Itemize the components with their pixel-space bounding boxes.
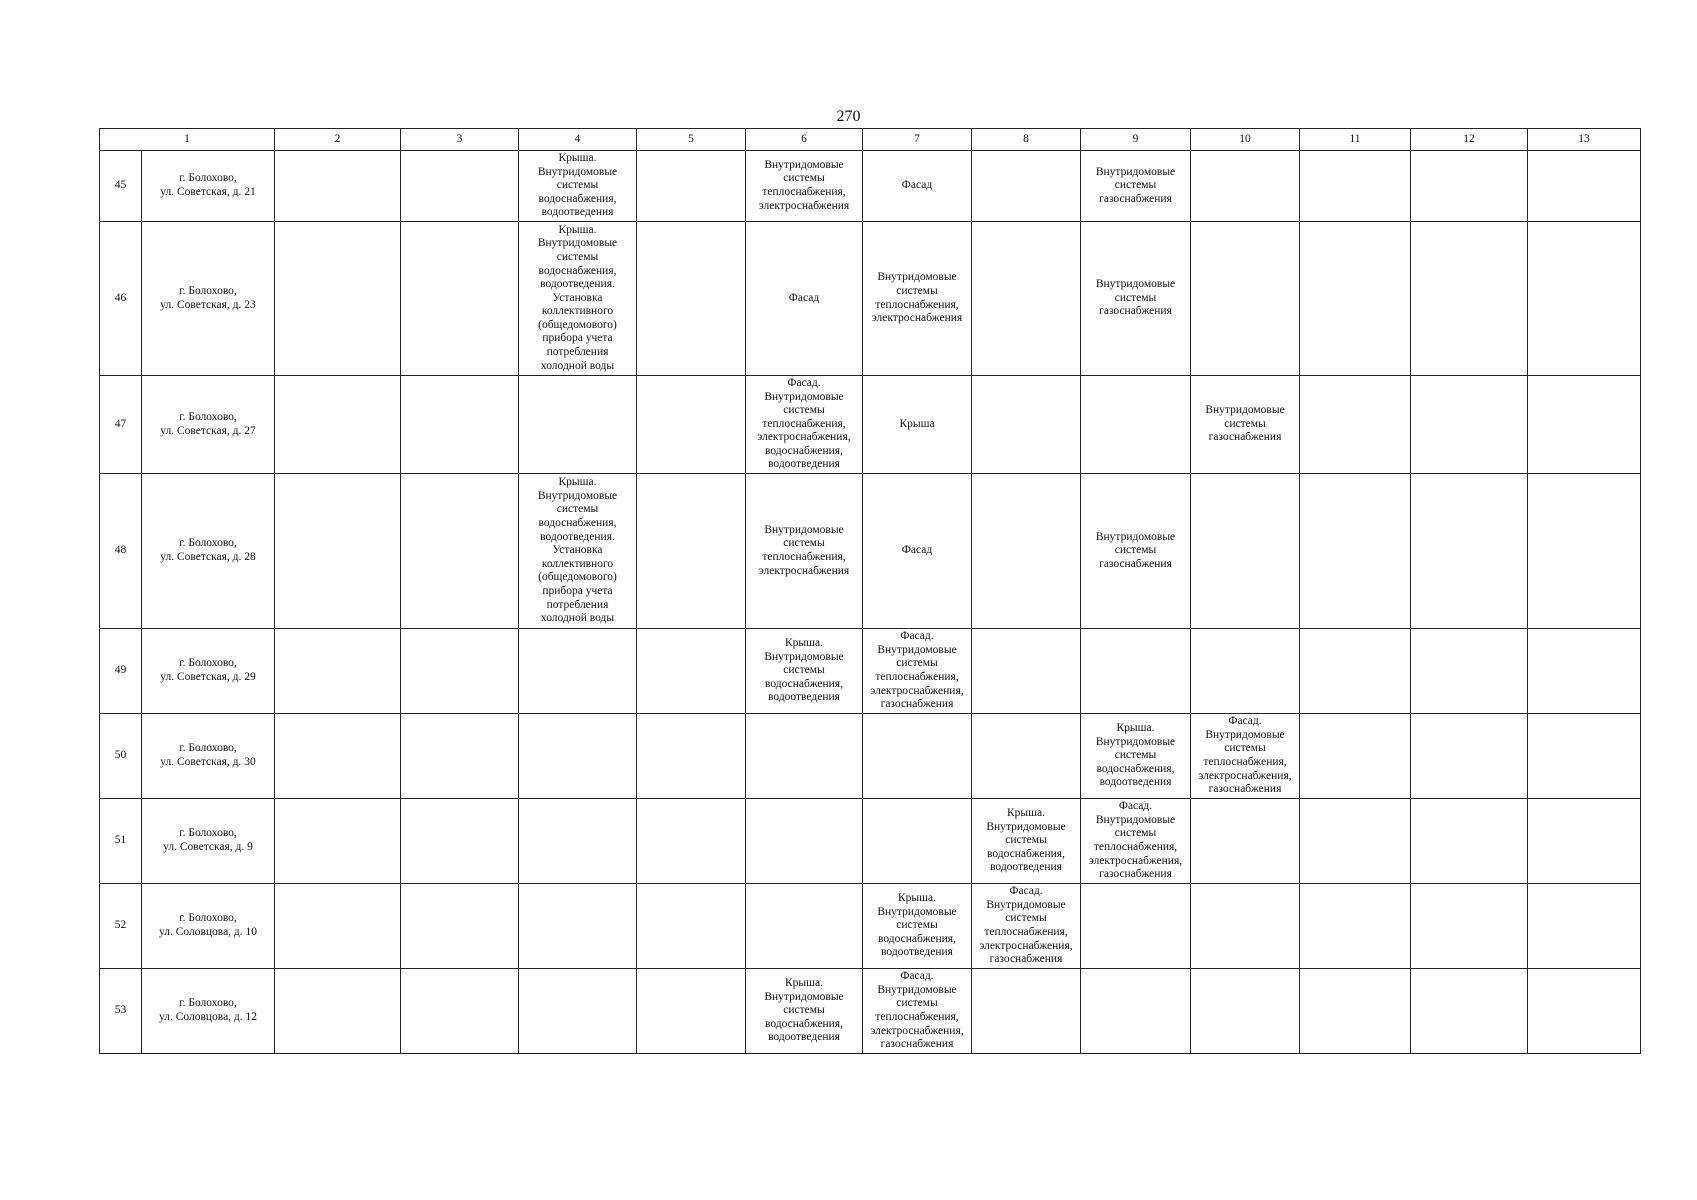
address-cell: г. Болохово, ул. Советская, д. 21 bbox=[142, 151, 275, 222]
column-header: 13 bbox=[1528, 129, 1641, 151]
table-cell bbox=[401, 629, 519, 714]
table-cell bbox=[1191, 474, 1300, 629]
row-number: 52 bbox=[100, 884, 142, 969]
column-header: 8 bbox=[972, 129, 1081, 151]
table-cell: Фасад bbox=[863, 151, 972, 222]
table-cell: Внутридомовые системы газоснабжения bbox=[1081, 222, 1191, 376]
table-cell bbox=[1528, 799, 1641, 884]
table-cell: Внутридомовые системы газоснабжения bbox=[1191, 376, 1300, 474]
table-cell bbox=[1300, 714, 1411, 799]
table-cell bbox=[1411, 629, 1528, 714]
address-cell: г. Болохово, ул. Советская, д. 9 bbox=[142, 799, 275, 884]
table-cell bbox=[1411, 222, 1528, 376]
column-header: 2 bbox=[275, 129, 401, 151]
column-header: 11 bbox=[1300, 129, 1411, 151]
table-cell bbox=[1411, 969, 1528, 1054]
table-cell bbox=[1081, 376, 1191, 474]
table-cell bbox=[746, 714, 863, 799]
table-cell bbox=[1528, 969, 1641, 1054]
table-cell bbox=[275, 474, 401, 629]
table-cell bbox=[519, 799, 637, 884]
table-cell bbox=[1081, 884, 1191, 969]
table-cell: Внутридомовые системы теплоснабжения, электроснабжения bbox=[863, 222, 972, 376]
column-header: 1 bbox=[100, 129, 275, 151]
row-number: 49 bbox=[100, 629, 142, 714]
table-row bbox=[100, 151, 1641, 222]
table-row bbox=[100, 714, 1641, 799]
table-cell bbox=[637, 222, 746, 376]
table-cell bbox=[401, 376, 519, 474]
table-cell bbox=[1528, 474, 1641, 629]
row-number: 47 bbox=[100, 376, 142, 474]
table-cell bbox=[1300, 376, 1411, 474]
table-cell: Фасад. Внутридомовые системы теплоснабжения, электроснабжения, газоснабжения bbox=[1081, 799, 1191, 884]
header-row bbox=[100, 129, 1641, 151]
table-cell bbox=[637, 714, 746, 799]
table-cell bbox=[519, 376, 637, 474]
table-cell bbox=[1081, 969, 1191, 1054]
address-cell: г. Болохово, ул. Советская, д. 29 bbox=[142, 629, 275, 714]
address-cell: г. Болохово, ул. Советская, д. 30 bbox=[142, 714, 275, 799]
table-cell bbox=[275, 222, 401, 376]
table-cell bbox=[275, 714, 401, 799]
table-cell bbox=[1300, 969, 1411, 1054]
table-cell bbox=[401, 222, 519, 376]
row-number: 45 bbox=[100, 151, 142, 222]
table-cell bbox=[275, 884, 401, 969]
table-cell bbox=[1300, 151, 1411, 222]
repair-schedule-table bbox=[99, 128, 1641, 1054]
table-cell bbox=[1191, 799, 1300, 884]
table-row bbox=[100, 884, 1641, 969]
table-cell: Фасад. Внутридомовые системы теплоснабжения, электроснабжения, газоснабжения bbox=[972, 884, 1081, 969]
column-header: 5 bbox=[637, 129, 746, 151]
table-cell: Крыша. Внутридомовые системы водоснабжения, водоотведения. Установка коллективного (общедомового) прибора учета потребления холодной воды bbox=[519, 222, 637, 376]
table-cell bbox=[1300, 884, 1411, 969]
table-cell bbox=[519, 884, 637, 969]
table-cell bbox=[519, 629, 637, 714]
table-cell bbox=[275, 376, 401, 474]
table-cell: Внутридомовые системы газоснабжения bbox=[1081, 474, 1191, 629]
table-cell: Внутридомовые системы газоснабжения bbox=[1081, 151, 1191, 222]
table-cell: Фасад. Внутридомовые системы теплоснабжения, электроснабжения, газоснабжения bbox=[863, 969, 972, 1054]
row-number: 50 bbox=[100, 714, 142, 799]
table-cell bbox=[972, 151, 1081, 222]
table-cell bbox=[275, 151, 401, 222]
table-cell bbox=[1300, 222, 1411, 376]
table-cell bbox=[1191, 222, 1300, 376]
table-cell bbox=[1528, 629, 1641, 714]
table-cell bbox=[401, 969, 519, 1054]
table-cell bbox=[1411, 884, 1528, 969]
address-cell: г. Болохово, ул. Соловцова, д. 12 bbox=[142, 969, 275, 1054]
table-cell bbox=[401, 884, 519, 969]
table-cell bbox=[1191, 151, 1300, 222]
table-cell bbox=[1528, 714, 1641, 799]
table-cell bbox=[972, 376, 1081, 474]
table-cell bbox=[1411, 474, 1528, 629]
address-cell: г. Болохово, ул. Советская, д. 27 bbox=[142, 376, 275, 474]
table-row bbox=[100, 474, 1641, 629]
row-number: 53 bbox=[100, 969, 142, 1054]
table-cell bbox=[972, 714, 1081, 799]
table-cell bbox=[746, 884, 863, 969]
table-cell: Фасад bbox=[863, 474, 972, 629]
table-cell: Крыша. Внутридомовые системы водоснабжения, водоотведения. Установка коллективного (общедомового) прибора учета потребления холодной воды bbox=[519, 474, 637, 629]
table-cell bbox=[519, 714, 637, 799]
table-cell bbox=[401, 714, 519, 799]
row-number: 46 bbox=[100, 222, 142, 376]
table-cell bbox=[1411, 376, 1528, 474]
table-cell bbox=[1191, 629, 1300, 714]
table-cell bbox=[1528, 376, 1641, 474]
page-number: 270 bbox=[836, 108, 861, 125]
address-cell: г. Болохово, ул. Советская, д. 28 bbox=[142, 474, 275, 629]
table-cell bbox=[1191, 969, 1300, 1054]
table-cell bbox=[972, 969, 1081, 1054]
table-cell: Крыша. Внутридомовые системы водоснабжения, водоотведения bbox=[863, 884, 972, 969]
table-cell bbox=[1528, 151, 1641, 222]
table-cell bbox=[275, 969, 401, 1054]
table-cell bbox=[863, 799, 972, 884]
table-row bbox=[100, 969, 1641, 1054]
table-row bbox=[100, 629, 1641, 714]
table-cell bbox=[275, 629, 401, 714]
table-cell bbox=[1191, 884, 1300, 969]
table-cell bbox=[1411, 799, 1528, 884]
address-cell: г. Болохово, ул. Соловцова, д. 10 bbox=[142, 884, 275, 969]
table-cell: Внутридомовые системы теплоснабжения, электроснабжения bbox=[746, 474, 863, 629]
table-cell bbox=[637, 799, 746, 884]
table-cell bbox=[401, 474, 519, 629]
column-header: 3 bbox=[401, 129, 519, 151]
row-number: 51 bbox=[100, 799, 142, 884]
table-cell: Крыша. Внутридомовые системы водоснабжения, водоотведения bbox=[746, 629, 863, 714]
table-cell: Крыша. Внутридомовые системы водоснабжения, водоотведения bbox=[1081, 714, 1191, 799]
table-cell: Фасад. Внутридомовые системы теплоснабжения, электроснабжения, газоснабжения bbox=[863, 629, 972, 714]
address-cell: г. Болохово, ул. Советская, д. 23 bbox=[142, 222, 275, 376]
row-number: 48 bbox=[100, 474, 142, 629]
table-cell bbox=[863, 714, 972, 799]
table-cell: Крыша. Внутридомовые системы водоснабжения, водоотведения bbox=[519, 151, 637, 222]
table-cell: Крыша bbox=[863, 376, 972, 474]
table-cell bbox=[637, 376, 746, 474]
table-cell bbox=[746, 799, 863, 884]
table-cell: Внутридомовые системы теплоснабжения, электроснабжения bbox=[746, 151, 863, 222]
table-row bbox=[100, 799, 1641, 884]
table-cell bbox=[1528, 222, 1641, 376]
table-cell: Фасад bbox=[746, 222, 863, 376]
table-cell: Крыша. Внутридомовые системы водоснабжения, водоотведения bbox=[746, 969, 863, 1054]
column-header: 7 bbox=[863, 129, 972, 151]
table-cell bbox=[1528, 884, 1641, 969]
table-cell bbox=[637, 151, 746, 222]
column-header: 12 bbox=[1411, 129, 1528, 151]
table-cell bbox=[275, 799, 401, 884]
column-header: 4 bbox=[519, 129, 637, 151]
table-cell: Фасад. Внутридомовые системы теплоснабжения, электроснабжения, водоснабжения, водоотведения bbox=[746, 376, 863, 474]
table-cell bbox=[401, 799, 519, 884]
table-cell bbox=[637, 629, 746, 714]
table-cell: Фасад. Внутридомовые системы теплоснабжения, электроснабжения, газоснабжения bbox=[1191, 714, 1300, 799]
table-cell bbox=[1300, 629, 1411, 714]
table-cell bbox=[637, 474, 746, 629]
table-cell bbox=[1300, 799, 1411, 884]
table-cell bbox=[972, 474, 1081, 629]
table-cell bbox=[637, 884, 746, 969]
column-header: 9 bbox=[1081, 129, 1191, 151]
table-cell bbox=[1411, 714, 1528, 799]
table-cell bbox=[972, 222, 1081, 376]
table-cell bbox=[1081, 629, 1191, 714]
column-header: 10 bbox=[1191, 129, 1300, 151]
table-cell bbox=[972, 629, 1081, 714]
table-cell bbox=[519, 969, 637, 1054]
table-cell bbox=[1411, 151, 1528, 222]
table-row bbox=[100, 222, 1641, 376]
column-header: 6 bbox=[746, 129, 863, 151]
table-cell bbox=[401, 151, 519, 222]
table-cell bbox=[637, 969, 746, 1054]
table-row bbox=[100, 376, 1641, 474]
table-cell bbox=[1300, 474, 1411, 629]
table-cell: Крыша. Внутридомовые системы водоснабжения, водоотведения bbox=[972, 799, 1081, 884]
